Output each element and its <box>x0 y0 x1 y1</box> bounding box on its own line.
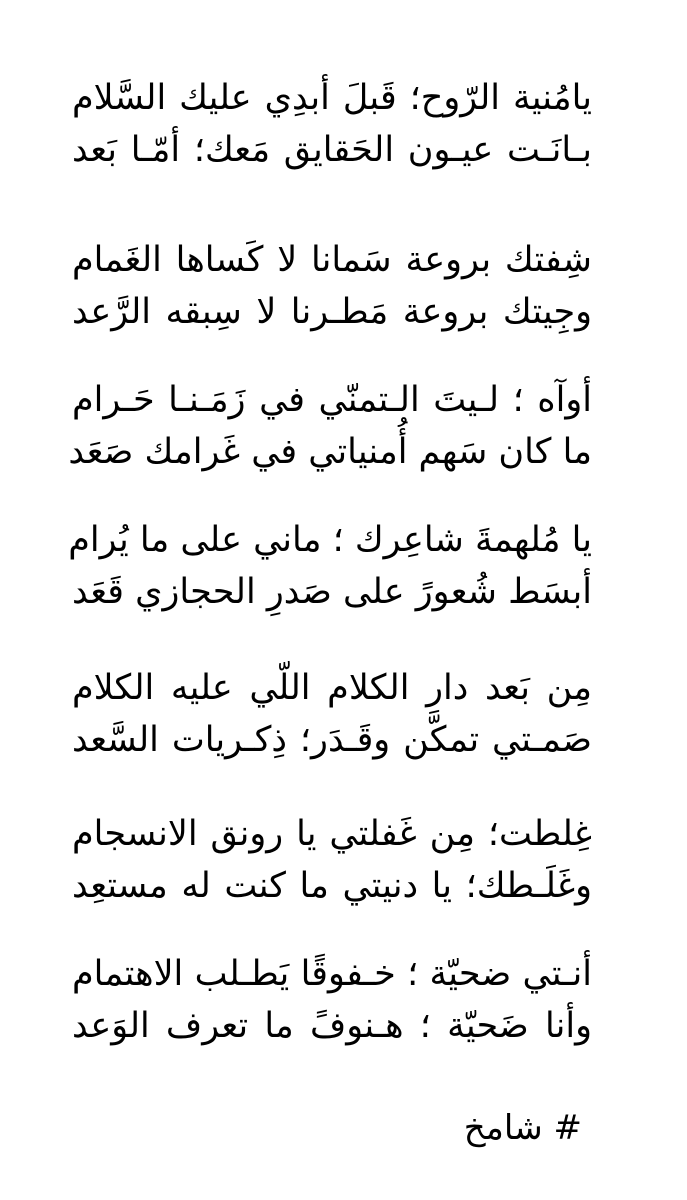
stanza-3-line-2: ما كان سَهم أُمنياتي في غَرامك صَعَد <box>68 432 592 472</box>
hashtag-signature: # شامخ <box>463 1108 582 1148</box>
stanza-7-line-2: وأنا ضَحيّة ؛ هـنوفً ما تعرف الوَعد <box>72 1006 592 1046</box>
stanza-6-line-1: غِلطت؛ مِن غَفلتي يا رونق الانسجام <box>72 814 592 854</box>
stanza-4-line-1: يا مُلهمةَ شاعِرك ؛ ماني على ما يُرام <box>68 520 592 560</box>
stanza-1-line-1: يامُنية الرّوح؛ قَبلَ أبدِي عليك السَّلام <box>72 78 592 118</box>
stanza-2-line-2: وجِيتك بروعة مَطـرنا لا سِبقه الرَّعد <box>72 292 592 332</box>
stanza-7-line-1: أنـتي ضحيّة ؛ خـفوقًا يَطـلب الاهتمام <box>72 954 592 994</box>
stanza-2-line-1: شِفتك بروعة سَمانا لا كَساها الغَمام <box>72 240 592 280</box>
stanza-3-line-1: أوآه ؛ لـيتَ الـتمنّي في زَمَـنـا حَـرام <box>72 380 592 420</box>
stanza-6-line-2: وغَلَـطك؛ يا دنيتي ما كنت له مستعِد <box>72 866 592 906</box>
stanza-5-line-1: مِن بَعد دار الكلام اللّي عليه الكلام <box>72 668 592 708</box>
stanza-1-line-2: بـانَـت عيـون الحَقايق مَعك؛ أمّـا بَعد <box>72 130 592 170</box>
stanza-5-line-2: صَمـتي تمكَّن وقَـدَر؛ ذِكـريات السَّعد <box>72 720 592 760</box>
stanza-4-line-2: أبسَط شُعورً على صَدرِ الحجازي قَعَد <box>72 572 592 612</box>
